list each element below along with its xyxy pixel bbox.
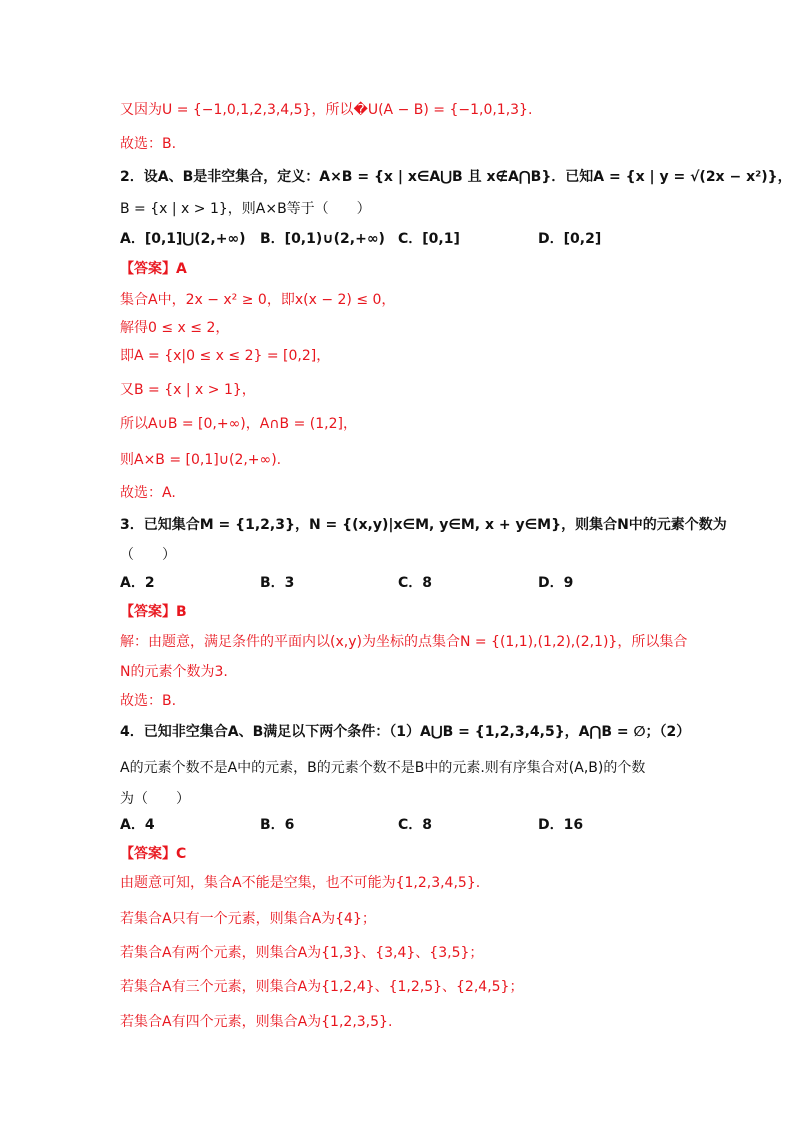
solution-line: 集合A中，2x − x² ≥ 0，即x(x − 2) ≤ 0， xyxy=(120,292,396,308)
question-4-stem-cont: 为（ ） xyxy=(120,791,190,807)
solution-line: 所以A∪B = [0,+∞)，A∩B = (1,2]， xyxy=(120,416,357,432)
solution-conclusion: 故选：B. xyxy=(120,693,177,709)
question-3-option-a: A．2 xyxy=(120,575,155,591)
question-2-answer: 【答案】A xyxy=(120,261,187,277)
question-3-answer: 【答案】B xyxy=(120,604,187,620)
solution-line: 解：由题意，满足条件的平面内以(x,y)为坐标的点集合N = {(1,1),(1,2),(2,1)}，所以集合 xyxy=(120,634,688,650)
question-4-stem: 4．已知非空集合A、B满足以下两个条件：（1）A⋃B = {1,2,3,4,5}，A⋂B = ∅；（2） xyxy=(120,724,691,740)
solution-line: 若集合A有四个元素，则集合A为{1,2,3,5}. xyxy=(120,1014,393,1030)
question-2-option-c: C．[0,1] xyxy=(398,231,460,247)
question-3-option-b: B．3 xyxy=(260,575,295,591)
solution-line: 由题意可知，集合A不能是空集，也不可能为{1,2,3,4,5}. xyxy=(120,875,481,891)
solution-line: N的元素个数为3. xyxy=(120,664,228,680)
solution-line: 即A = {x|0 ≤ x ≤ 2} = [0,2]， xyxy=(120,348,331,364)
solution-line: 又B = {x | x > 1}， xyxy=(120,382,256,398)
question-3-stem-cont: （ ） xyxy=(120,547,176,563)
question-2-stem: 2．设A、B是非空集合，定义：A×B = {x | x∈A⋃B 且 x∉A⋂B}．已知A = {x | y = √(2x − x²)}， xyxy=(120,169,792,185)
question-4-option-a: A．4 xyxy=(120,817,155,833)
question-3-option-d: D．9 xyxy=(538,575,574,591)
solution-line: 又因为U = {−1,0,1,2,3,4,5}，所以�U(A − B) = {−1,0,1,3}. xyxy=(120,102,533,118)
solution-line: 若集合A有三个元素，则集合A为{1,2,4}、{1,2,5}、{2,4,5}； xyxy=(120,979,524,995)
question-4-option-c: C．8 xyxy=(398,817,433,833)
question-3-option-c: C．8 xyxy=(398,575,433,591)
question-2-option-a: A．[0,1]⋃(2,+∞) xyxy=(120,231,246,247)
question-4-option-d: D．16 xyxy=(538,817,584,833)
question-3-stem: 3．已知集合M = {1,2,3}，N = {(x,y)|x∈M, y∈M, x + y∈M}，则集合N中的元素个数为 xyxy=(120,517,727,533)
solution-line: 则A×B = [0,1]∪(2,+∞). xyxy=(120,452,282,468)
solution-line: 若集合A只有一个元素，则集合A为{4}； xyxy=(120,911,376,927)
solution-conclusion: 故选：B. xyxy=(120,136,177,152)
question-2-option-b: B．[0,1)∪(2,+∞) xyxy=(260,231,385,247)
question-4-answer: 【答案】C xyxy=(120,846,187,862)
question-4-stem-cont: A的元素个数不是A中的元素，B的元素个数不是B中的元素.则有序集合对(A,B)的个数 xyxy=(120,760,646,776)
solution-line: 解得0 ≤ x ≤ 2， xyxy=(120,320,230,336)
question-2-option-d: D．[0,2] xyxy=(538,231,602,247)
solution-conclusion: 故选：A. xyxy=(120,485,176,501)
question-2-stem-cont: B = {x | x > 1}，则A×B等于（ ） xyxy=(120,201,371,217)
solution-line: 若集合A有两个元素，则集合A为{1,3}、{3,4}、{3,5}； xyxy=(120,945,484,961)
question-4-option-b: B．6 xyxy=(260,817,295,833)
